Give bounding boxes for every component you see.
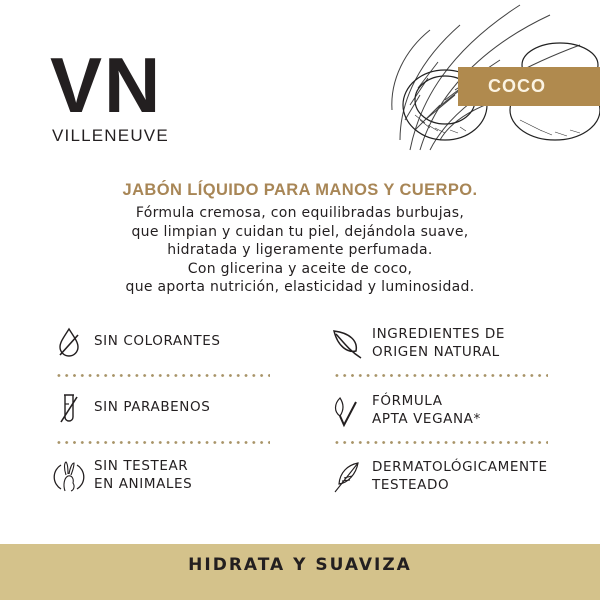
description-line: que limpian y cuidan tu piel, dejándola suave,: [131, 223, 469, 240]
feature-label: DERMATOLÓGICAMENTE: [372, 459, 548, 475]
description-line: que aporta nutrición, elasticidad y luminosidad.: [125, 279, 475, 295]
feature-label: SIN TESTEAR: [94, 458, 189, 474]
brand-name: VILLENEUVE: [52, 126, 169, 145]
dotted-divider: [333, 374, 548, 377]
description-line: hidratada y ligeramente perfumada.: [167, 242, 433, 258]
no-paraben-test-tube-icon: [52, 391, 86, 425]
feature-label: FÓRMULA: [372, 393, 443, 409]
feature-label: INGREDIENTES DE: [372, 326, 506, 342]
variant-badge: [458, 67, 600, 106]
product-description: [0, 204, 600, 297]
dotted-divider: [333, 441, 548, 444]
feature-cruelty-free: [52, 458, 192, 493]
footer-tagline: HIDRATA Y SUAVIZA: [188, 555, 412, 575]
feature-label: TESTEADO: [372, 476, 450, 493]
footer-band: [0, 544, 600, 600]
vegan-leaf-v-icon: [330, 394, 364, 428]
description-line: Fórmula cremosa, con equilibradas burbujas,: [135, 205, 465, 221]
description-line: Con glicerina y aceite de coco,: [187, 260, 413, 277]
dotted-divider: [55, 441, 270, 444]
feature-label: SIN PARABENOS: [94, 399, 211, 416]
variant-label: COCO: [488, 76, 546, 96]
no-dye-drop-icon: [52, 325, 86, 359]
feature-natural-ingredients: [330, 326, 505, 361]
natural-leaf-icon: [330, 327, 364, 361]
brand-monogram: VN: [50, 41, 163, 129]
feature-label: EN ANIMALES: [94, 475, 193, 492]
feature-no-parabens: [52, 391, 210, 425]
feature-vegan-formula: [330, 393, 481, 428]
feature-label: SIN COLORANTES: [94, 333, 221, 350]
feature-dermatologically-tested: [330, 459, 548, 494]
feature-label: APTA VEGANA*: [372, 410, 481, 427]
feather-icon: [330, 460, 364, 494]
feature-label: ORIGEN NATURAL: [372, 343, 500, 360]
feature-no-colorants: [52, 325, 221, 359]
dotted-divider: [55, 374, 270, 377]
product-headline: JABÓN LÍQUIDO PARA MANOS Y CUERPO.: [122, 181, 478, 199]
cruelty-free-rabbit-icon: [52, 459, 86, 493]
